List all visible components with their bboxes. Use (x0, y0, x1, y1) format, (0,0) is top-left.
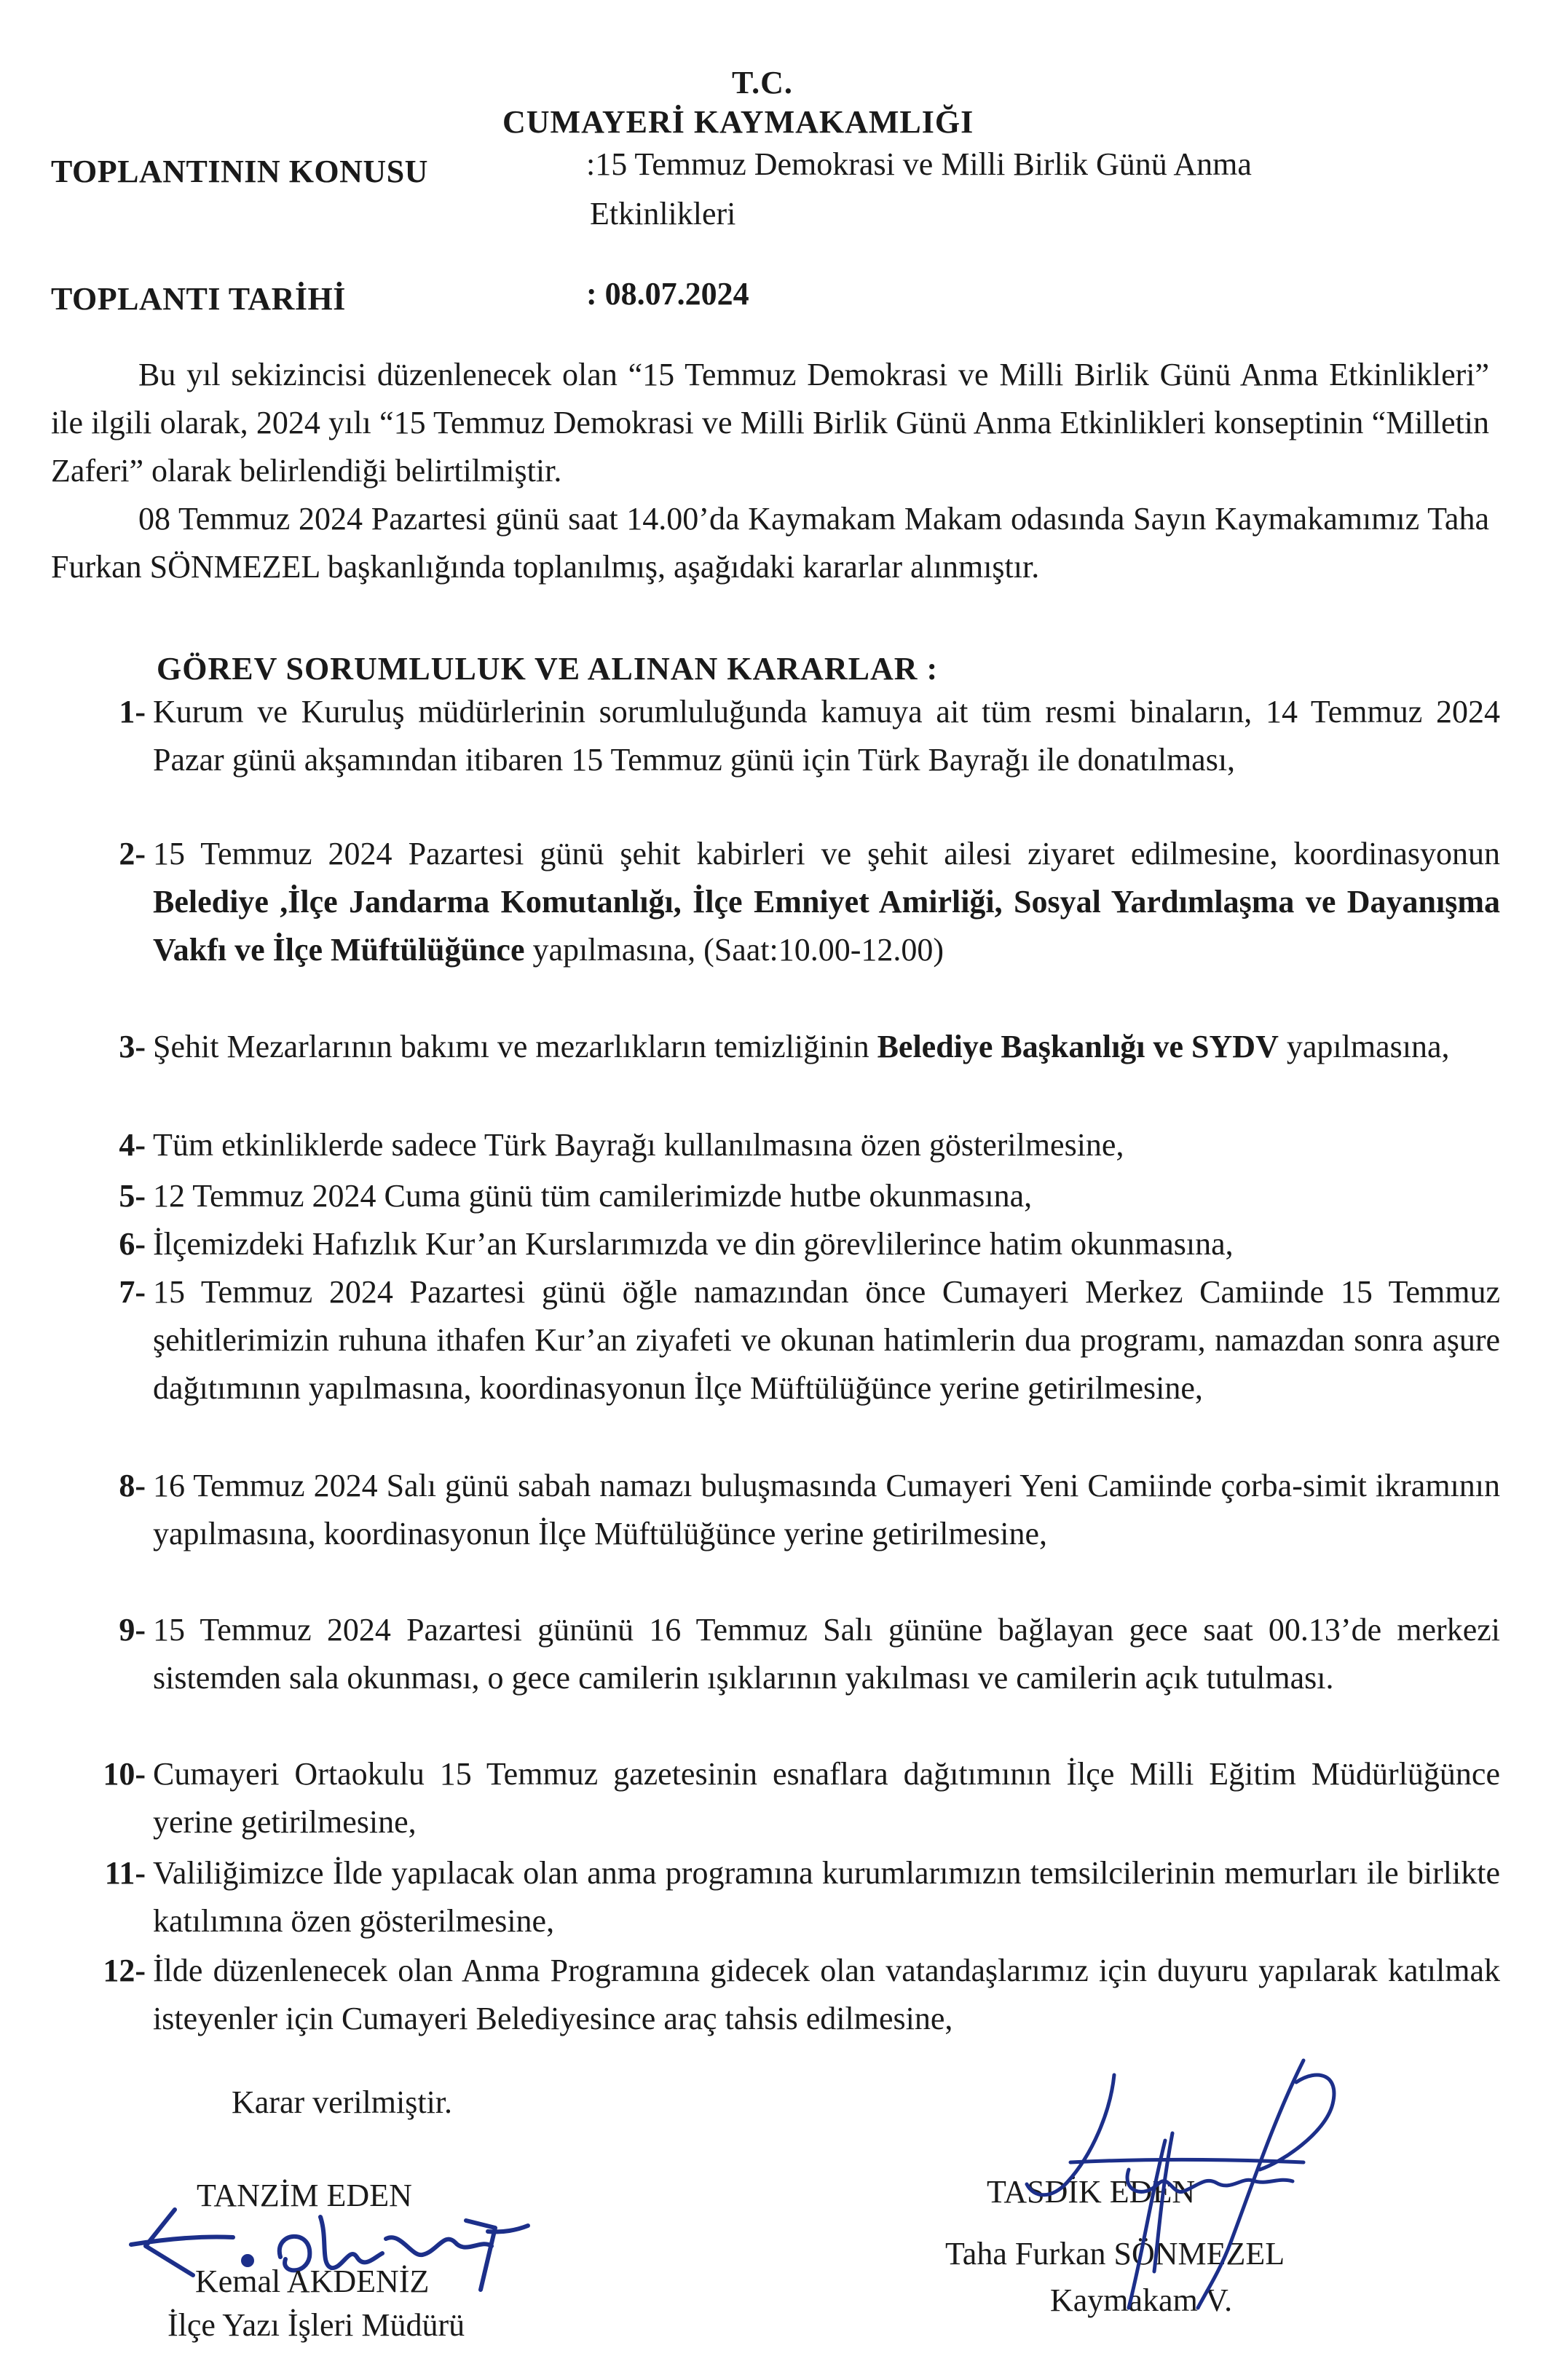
item-text: Kurum ve Kuruluş müdürlerinin sorumluluğunda kamuya ait tüm resmi binaların, 14 Temmuz 2024 Pazar günü akşamından itibaren 15 Temmuz günü için Türk Bayrağı ile donatılması, (153, 694, 1500, 778)
item-number: 4- (119, 1127, 146, 1163)
item-text: 16 Temmuz 2024 Salı günü sabah namazı buluşmasında Cumayeri Yeni Camiinde çorba-simit ikramının yapılmasına, koordinasyonun İlçe Müftülüğünce yerine getirilmesine, (153, 1468, 1500, 1551)
intro-text-2: 08 Temmuz 2024 Pazartesi günü saat 14.00’da Kaymakam Makam odasında Sayın Kaymakamımız Taha Furkan SÖNMEZEL başkanlığında toplanılmış, aşağıdaki kararlar alınmıştır. (51, 501, 1489, 585)
item-number: 1- (119, 694, 146, 730)
list-item (119, 688, 1500, 784)
list-item (119, 1268, 1500, 1412)
item-text: İlde düzenlenecek olan Anma Programına gidecek olan vatandaşlarımız için duyuru yapılarak katılmak isteyenler için Cumayeri Belediyesince araç tahsis edilmesine, (153, 1953, 1500, 2036)
left-signature-name: Kemal AKDENİZ (195, 2264, 430, 2299)
item-text: Valiliğimizce İlde yapılacak olan anma programına kurumlarımızın temsilcilerinin memurları ile birlikte katılımına özen gösterilmesine, (153, 1855, 1500, 1939)
item-number: 11- (104, 1855, 146, 1891)
item-number: 12- (103, 1953, 146, 1988)
item-text: 12 Temmuz 2024 Cuma günü tüm camilerimizde hutbe okunmasına, (153, 1178, 1033, 1214)
item-number: 3- (119, 1029, 146, 1064)
item-text-part: 15 Temmuz 2024 Pazartesi günü şehit kabirleri ve şehit ailesi ziyaret edilmesine, koordinasyonun (153, 836, 1500, 871)
closing-text: Karar verilmiştir. (232, 2084, 453, 2120)
right-signature-name: Taha Furkan SÖNMEZEL (945, 2236, 1285, 2272)
right-signature-title: Kaymakam V. (1050, 2282, 1233, 2318)
list-item (119, 1172, 1500, 1220)
item-text-part: Şehit Mezarlarının bakımı ve mezarlıkların temizliğinin (153, 1029, 877, 1064)
item-text-part: yapılmasına, (1278, 1029, 1450, 1064)
list-item (119, 1462, 1500, 1558)
subject-label: TOPLANTININ KONUSU (51, 154, 428, 189)
list-item (119, 1121, 1500, 1169)
item-text-bold: Belediye Başkanlığı ve SYDV (877, 1029, 1279, 1064)
right-signature-role: TASDİK EDEN (987, 2174, 1196, 2210)
date-label: TOPLANTI TARİHİ (51, 281, 346, 317)
subject-value-line1: :15 Temmuz Demokrasi ve Milli Birlik Günü Anma (586, 146, 1252, 182)
item-number: 9- (119, 1612, 146, 1648)
left-signature-title: İlçe Yazı İşleri Müdürü (167, 2307, 465, 2343)
section-title: GÖREV SORUMLULUK VE ALINAN KARARLAR : (157, 651, 939, 687)
item-text: İlçemizdeki Hafızlık Kur’an Kurslarımızda ve din görevlilerince hatim okunmasına, (153, 1226, 1234, 1262)
header-institution: CUMAYERİ KAYMAKAMLIĞI (502, 104, 974, 140)
item-text: Tüm etkinliklerde sadece Türk Bayrağı kullanılmasına özen gösterilmesine, (153, 1127, 1124, 1163)
item-text (153, 830, 1500, 974)
item-number: 8- (119, 1468, 146, 1503)
list-item (119, 1220, 1500, 1268)
item-text: 15 Temmuz 2024 Pazartesi günü öğle namazından önce Cumayeri Merkez Camiinde 15 Temmuz şehitlerimizin ruhuna ithafen Kur’an ziyafeti ve okunan hatimlerin dua programı, namazdan sonra aşure dağıtımının yapılmasına, koordinasyonun İlçe Müftülüğünce yerine getirilmesine, (153, 1274, 1500, 1406)
intro-paragraph-2 (51, 495, 1489, 591)
item-text-part: yapılmasına, (Saat:10.00-12.00) (524, 932, 944, 968)
item-text: Cumayeri Ortaokulu 15 Temmuz gazetesinin esnaflara dağıtımının İlçe Milli Eğitim Müdürlüğünce yerine getirilmesine, (153, 1756, 1500, 1840)
intro-text-1: Bu yıl sekizincisi düzenlenecek olan “15 Temmuz Demokrasi ve Milli Birlik Günü Anma Etkinlikleri” ile ilgili olarak, 2024 yılı “15 Temmuz Demokrasi ve Milli Birlik Günü Anma Etkinlikleri konseptinin “Milletin Zaferi” olarak belirlendiği belirtilmiştir. (51, 357, 1489, 489)
item-number: 10- (103, 1756, 146, 1792)
list-item (119, 1023, 1500, 1071)
intro-paragraph-1 (51, 351, 1489, 495)
list-item (103, 1947, 1500, 2043)
list-item (104, 1849, 1500, 1945)
list-item (119, 1606, 1500, 1702)
list-item (103, 1750, 1500, 1846)
left-signature-role: TANZİM EDEN (197, 2178, 412, 2213)
item-number: 2- (119, 836, 146, 871)
item-text (153, 1023, 1500, 1071)
item-number: 7- (119, 1274, 146, 1310)
right-signature-icon (910, 2053, 1362, 2330)
list-item (119, 830, 1500, 974)
header-tc: T.C. (732, 65, 793, 100)
item-text-bold: Belediye ,İlçe Jandarma Komutanlığı, İlçe Emniyet Amirliği, Sosyal Yardımlaşma ve Dayanışma Vakfı ve İlçe Müftülüğünce (153, 884, 1500, 968)
date-value: : 08.07.2024 (586, 276, 749, 312)
item-number: 6- (119, 1226, 146, 1262)
item-number: 5- (119, 1178, 146, 1214)
item-text: 15 Temmuz 2024 Pazartesi gününü 16 Temmuz Salı gününe bağlayan gece saat 00.13’de merkezi sistemden sala okunması, o gece camilerin ışıklarının yakılması ve camilerin açık tutulması. (153, 1612, 1500, 1696)
subject-value-line2: Etkinlikleri (590, 196, 736, 232)
